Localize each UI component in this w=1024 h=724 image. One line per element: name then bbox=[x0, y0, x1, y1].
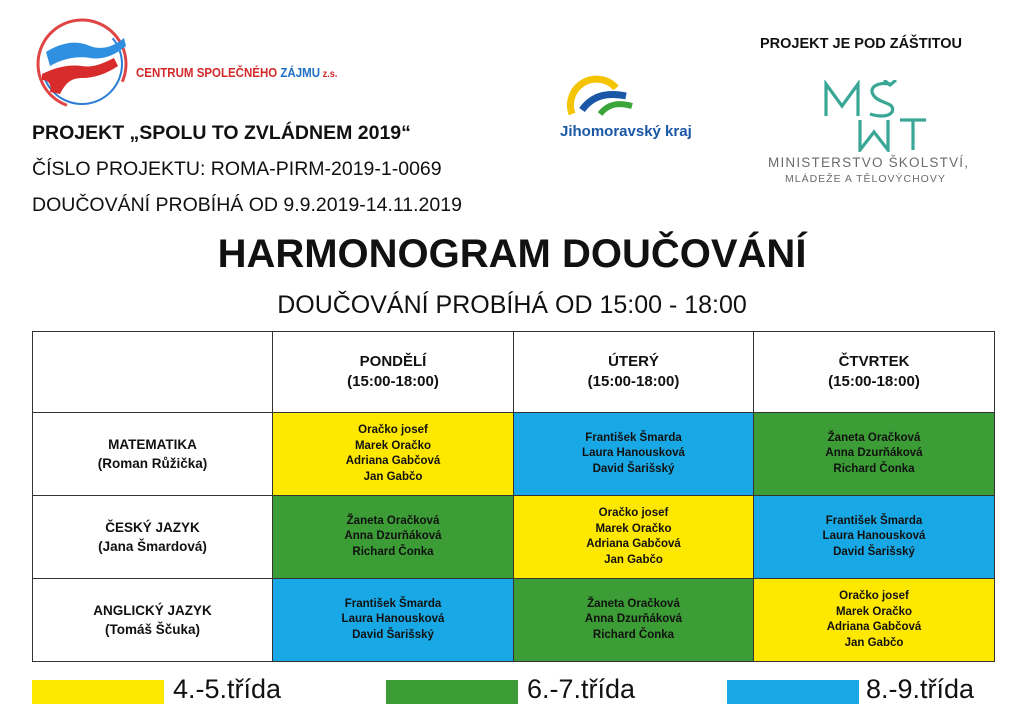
day-time: (15:00-18:00) bbox=[828, 373, 920, 390]
region-name: Jihomoravský kraj bbox=[560, 123, 692, 140]
student-name: Laura Hanousková bbox=[341, 613, 445, 626]
student-name: David Šarišský bbox=[592, 462, 675, 475]
student-name: Oračko josef bbox=[839, 590, 909, 602]
patronage-label: PROJEKT JE POD ZÁŠTITOU bbox=[760, 36, 962, 52]
student-name: David Šarišský bbox=[352, 628, 434, 641]
legend-swatch bbox=[32, 680, 164, 704]
student-name: Oračko josef bbox=[598, 507, 669, 519]
student-name: Richard Čonka bbox=[833, 462, 915, 475]
schedule-cell bbox=[514, 413, 754, 496]
schedule-row bbox=[33, 413, 995, 496]
student-name: Marek Oračko bbox=[835, 605, 913, 618]
day-time: (15:00-18:00) bbox=[587, 373, 680, 390]
student-name: Adriana Gabčová bbox=[345, 455, 441, 467]
project-dates: DOUČOVÁNÍ PROBÍHÁ OD 9.9.2019-14.11.2019 bbox=[32, 194, 462, 216]
student-name: Laura Hanousková bbox=[582, 447, 685, 460]
legend-label: 8.-9.třída bbox=[866, 674, 975, 704]
schedule-cell bbox=[273, 413, 514, 496]
student-name: Žaneta Oračková bbox=[827, 431, 921, 444]
student-name: Adriana Gabčová bbox=[826, 621, 922, 633]
subject-cell bbox=[33, 413, 273, 496]
ministry-name-line1: MINISTERSTVO ŠKOLSTVÍ, bbox=[768, 155, 970, 170]
msmt-logo-icon bbox=[820, 80, 930, 152]
day-name: ÚTERÝ bbox=[608, 353, 659, 370]
subject-cell bbox=[33, 496, 273, 579]
subject-name: MATEMATIKA bbox=[108, 437, 197, 452]
day-time: (15:00-18:00) bbox=[347, 373, 439, 390]
org-name-part3: z.s. bbox=[320, 69, 338, 80]
student-name: František Šmarda bbox=[585, 431, 682, 444]
legend-label: 6.-7.třída bbox=[527, 674, 636, 704]
legend-label: 4.-5.třída bbox=[173, 674, 282, 704]
day-header-cell bbox=[514, 332, 754, 413]
schedule-cell bbox=[754, 413, 995, 496]
day-header-cell bbox=[273, 332, 514, 413]
student-name: Anna Dzurňáková bbox=[584, 613, 683, 626]
project-number: ČÍSLO PROJEKTU: ROMA-PIRM-2019-1-0069 bbox=[32, 158, 442, 180]
page-subtitle: DOUČOVÁNÍ PROBÍHÁ OD 15:00 - 18:00 bbox=[277, 291, 747, 319]
project-title: PROJEKT „SPOLU TO ZVLÁDNEM 2019“ bbox=[32, 122, 411, 144]
student-name: Jan Gabčo bbox=[844, 636, 904, 649]
jihomoravsky-kraj-logo-icon bbox=[566, 74, 636, 118]
centrum-handshake-logo-icon bbox=[32, 12, 132, 112]
student-name: David Šarišský bbox=[833, 545, 915, 558]
organization-name bbox=[136, 66, 337, 80]
ministry-name-line2: MLÁDEŽE A TĚLOVÝCHOVY bbox=[785, 173, 946, 185]
student-name: Adriana Gabčová bbox=[586, 538, 681, 550]
schedule-cell bbox=[754, 496, 995, 579]
student-name: Oračko josef bbox=[358, 424, 428, 436]
subject-cell bbox=[33, 579, 273, 662]
teacher-name: (Jana Šmardová) bbox=[98, 539, 207, 554]
legend-swatch bbox=[386, 680, 518, 704]
student-name: Marek Oračko bbox=[595, 522, 672, 535]
page-title: HARMONOGRAM DOUČOVÁNÍ bbox=[217, 232, 807, 276]
student-name: Richard Čonka bbox=[592, 628, 675, 641]
org-name-part2: ZÁJMU bbox=[280, 66, 321, 80]
student-name: Jan Gabčo bbox=[604, 553, 663, 566]
day-name: ČTVRTEK bbox=[838, 353, 910, 370]
teacher-name: (Tomáš Ščuka) bbox=[104, 622, 201, 637]
student-name: Anna Dzurňáková bbox=[825, 447, 923, 460]
schedule-cell bbox=[273, 579, 514, 662]
student-name: Laura Hanousková bbox=[822, 530, 926, 543]
day-name: PONDĚLÍ bbox=[359, 353, 427, 370]
corner-cell bbox=[33, 332, 273, 413]
schedule-table bbox=[32, 331, 995, 662]
student-name: Žaneta Oračková bbox=[587, 597, 680, 610]
day-header-cell bbox=[754, 332, 995, 413]
student-name: Jan Gabčo bbox=[363, 470, 423, 483]
schedule-header-row bbox=[33, 332, 995, 413]
schedule-cell bbox=[273, 496, 514, 579]
teacher-name: (Roman Růžička) bbox=[97, 456, 208, 471]
subject-name: ČESKÝ JAZYK bbox=[105, 520, 200, 535]
schedule-cell bbox=[514, 579, 754, 662]
subject-name: ANGLICKÝ JAZYK bbox=[93, 603, 212, 618]
schedule-row bbox=[33, 496, 995, 579]
schedule-cell bbox=[754, 579, 995, 662]
student-name: Anna Dzurňáková bbox=[344, 530, 442, 543]
schedule-cell bbox=[514, 496, 754, 579]
org-name-part1: CENTRUM SPOLEČNÉHO bbox=[136, 66, 281, 80]
student-name: František Šmarda bbox=[825, 514, 923, 527]
student-name: Marek Oračko bbox=[354, 439, 432, 452]
legend-swatch bbox=[727, 680, 859, 704]
student-name: František Šmarda bbox=[344, 597, 442, 610]
schedule-row bbox=[33, 579, 995, 662]
student-name: Žaneta Oračková bbox=[346, 514, 440, 527]
student-name: Richard Čonka bbox=[352, 545, 434, 558]
